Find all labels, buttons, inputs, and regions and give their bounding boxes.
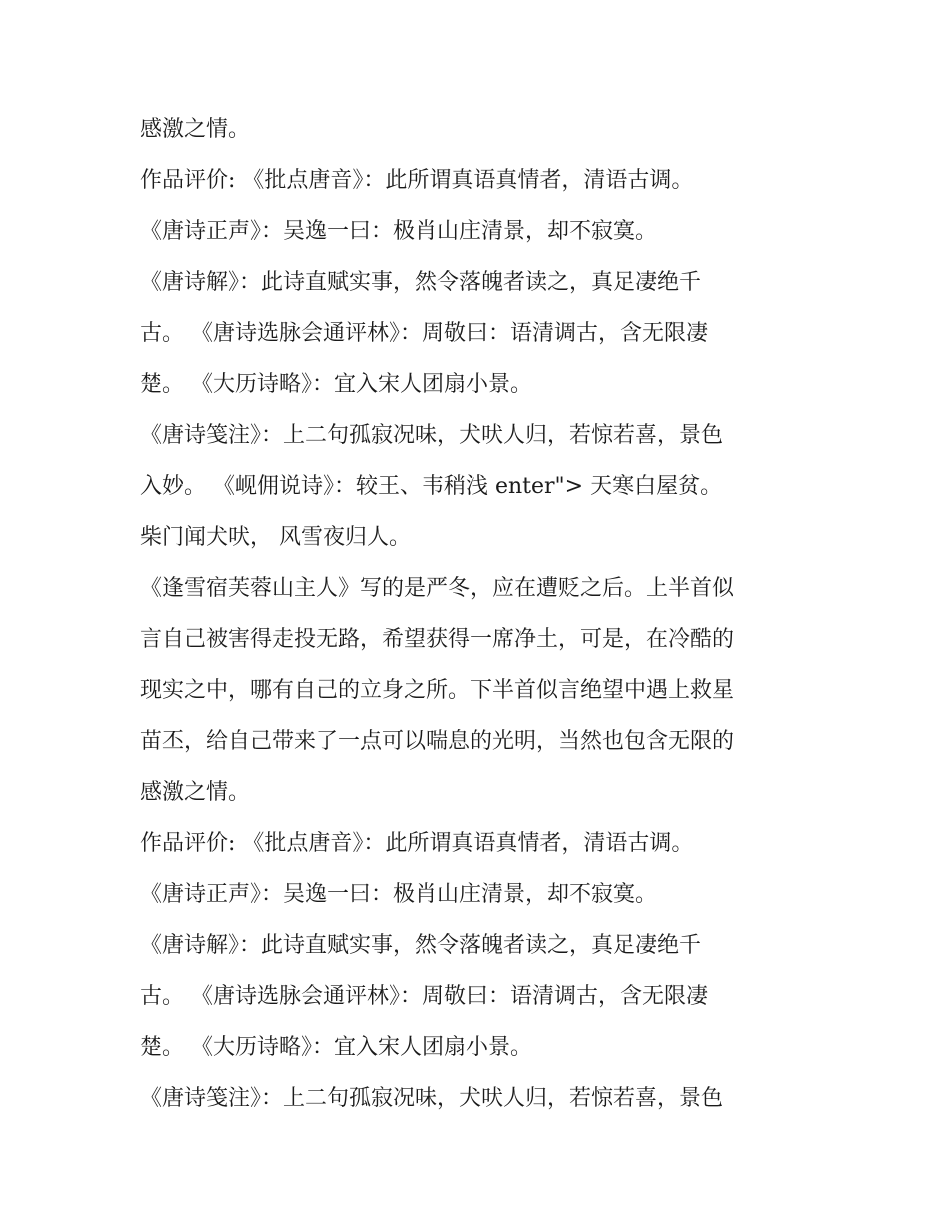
text-line: 《唐诗正声》：吴逸一曰：极肖山庄清景，却不寂寞。 [140,882,658,907]
text-line: 言自己被害得走投无路，希望获得一席净土，可是，在冷酷的 [140,627,735,652]
text-line: 柴门闻犬吠， 风雪夜归人。 [140,525,411,550]
text-line: 《唐诗正声》：吴逸一曰：极肖山庄清景，却不寂寞。 [140,219,658,244]
text-line: 感激之情。 [140,117,251,142]
text-line: 《逢雪宿芙蓉山主人》写的是严冬，应在遭贬之后。上半首似 [140,576,735,601]
text-line: 入妙。 《岘佣说诗》：较王、韦稍浅 enter"> 天寒白屋贫。 [140,474,723,499]
text-line: 楚。 《大历诗略》：宜入宋人团扇小景。 [140,372,532,397]
text-line: 《唐诗笺注》：上二句孤寂况味，犬吠人归，若惊若喜，景色 [140,423,724,448]
text-line: 《唐诗笺注》：上二句孤寂况味，犬吠人归，若惊若喜，景色 [140,1086,724,1111]
text-line: 作品评价: 《批点唐音》：此所谓真语真情者，清语古调。 [140,831,694,856]
text-line: 《唐诗解》：此诗直赋实事，然令落魄者读之，真足凄绝千 [140,933,702,958]
text-line: 楚。 《大历诗略》：宜入宋人团扇小景。 [140,1035,532,1060]
text-line: 作品评价: 《批点唐音》：此所谓真语真情者，清语古调。 [140,168,694,193]
text-line: 苗丕，给自己带来了一点可以喘息的光明，当然也包含无限的 [140,729,735,754]
text-line: 古。 《唐诗选脉会通评林》：周敬曰：语清调古，含无限凄 [140,984,708,1009]
text-line: 《唐诗解》：此诗直赋实事，然令落魄者读之，真足凄绝千 [140,270,702,295]
text-line: 感激之情。 [140,780,251,805]
document-body [140,104,820,1124]
text-line: 现实之中，哪有自己的立身之所。下半首似言绝望中遇上救星 [140,678,735,703]
text-line: 古。 《唐诗选脉会通评林》：周敬曰：语清调古，含无限凄 [140,321,708,346]
